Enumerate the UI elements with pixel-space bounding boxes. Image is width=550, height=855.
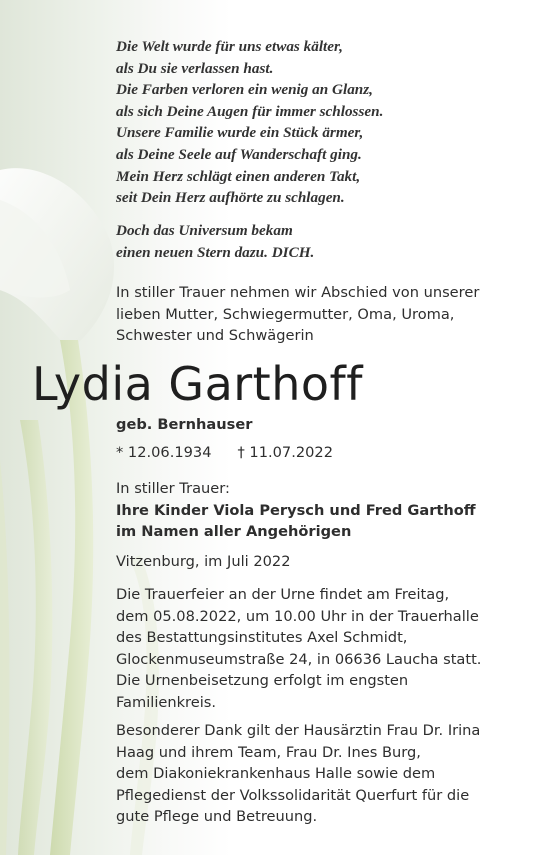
funeral-line: Die Trauerfeier an der Urne findet am Freitag, [116, 586, 450, 603]
death-date: † 11.07.2022 [237, 444, 333, 461]
poem-stanza-1 [116, 36, 383, 209]
thanks-line: Pflegedienst der Volkssolidarität Querfurt für die [116, 786, 470, 804]
mourners-block [116, 478, 476, 543]
thanks-line: Haag und ihrem Team, Frau Dr. Ines Burg, [116, 743, 421, 761]
poem-line: Die Welt wurde für uns etwas kälter, [116, 38, 343, 55]
poem-line: Die Farben verloren ein wenig an Glanz, [116, 81, 373, 99]
poem-line: als Du sie verlassen hast. [116, 59, 274, 77]
thanks-line: Besonderer Dank gilt der Hausärztin Frau Dr. Irina [116, 722, 481, 739]
thanks-text [116, 720, 480, 828]
poem-line: seit Dein Herz aufhörte zu schlagen. [116, 189, 345, 207]
poem-line: einen neuen Stern dazu. DICH. [116, 243, 315, 261]
mourners-lead: In stiller Trauer: [116, 480, 230, 497]
poem-stanza-2 [116, 220, 314, 263]
poem-line: Doch das Universum bekam [116, 222, 293, 239]
place-date: Vitzenburg, im Juli 2022 [116, 553, 291, 570]
life-dates [116, 442, 333, 464]
funeral-info [116, 584, 481, 714]
poem-line: als Deine Seele auf Wanderschaft ging. [116, 145, 362, 163]
deceased-name: Lydia Garthoff [32, 357, 363, 411]
funeral-line: Familienkreis. [116, 693, 217, 711]
funeral-line: Die Urnenbeisetzung erfolgt im engsten [116, 672, 409, 690]
intro-line: Schwester und Schwägerin [116, 327, 314, 345]
funeral-line: des Bestattungsinstitutes Axel Schmidt, [116, 629, 408, 647]
thanks-line: gute Pflege und Betreuung. [116, 808, 318, 826]
birth-name: geb. Bernhauser [116, 416, 253, 433]
birth-date: * 12.06.1934 [116, 444, 212, 461]
intro-text [116, 282, 479, 347]
funeral-line: Glockenmuseumstraße 24, in 06636 Laucha statt. [116, 650, 482, 668]
thanks-line: dem Diakoniekrankenhaus Halle sowie dem [116, 765, 436, 783]
poem-line: Unsere Familie wurde ein Stück ärmer, [116, 124, 364, 142]
mourners-names: im Namen aller Angehörigen [116, 523, 352, 541]
intro-line: In stiller Trauer nehmen wir Abschied von unserer [116, 284, 480, 301]
mourners-names: Ihre Kinder Viola Perysch und Fred Garthoff [116, 501, 476, 519]
poem-line: als sich Deine Augen für immer schlossen. [116, 102, 384, 120]
funeral-line: dem 05.08.2022, um 10.00 Uhr in der Trauerhalle [116, 607, 479, 625]
poem-line: Mein Herz schlägt einen anderen Takt, [116, 167, 361, 185]
intro-line: lieben Mutter, Schwiegermutter, Oma, Uroma, [116, 305, 455, 323]
